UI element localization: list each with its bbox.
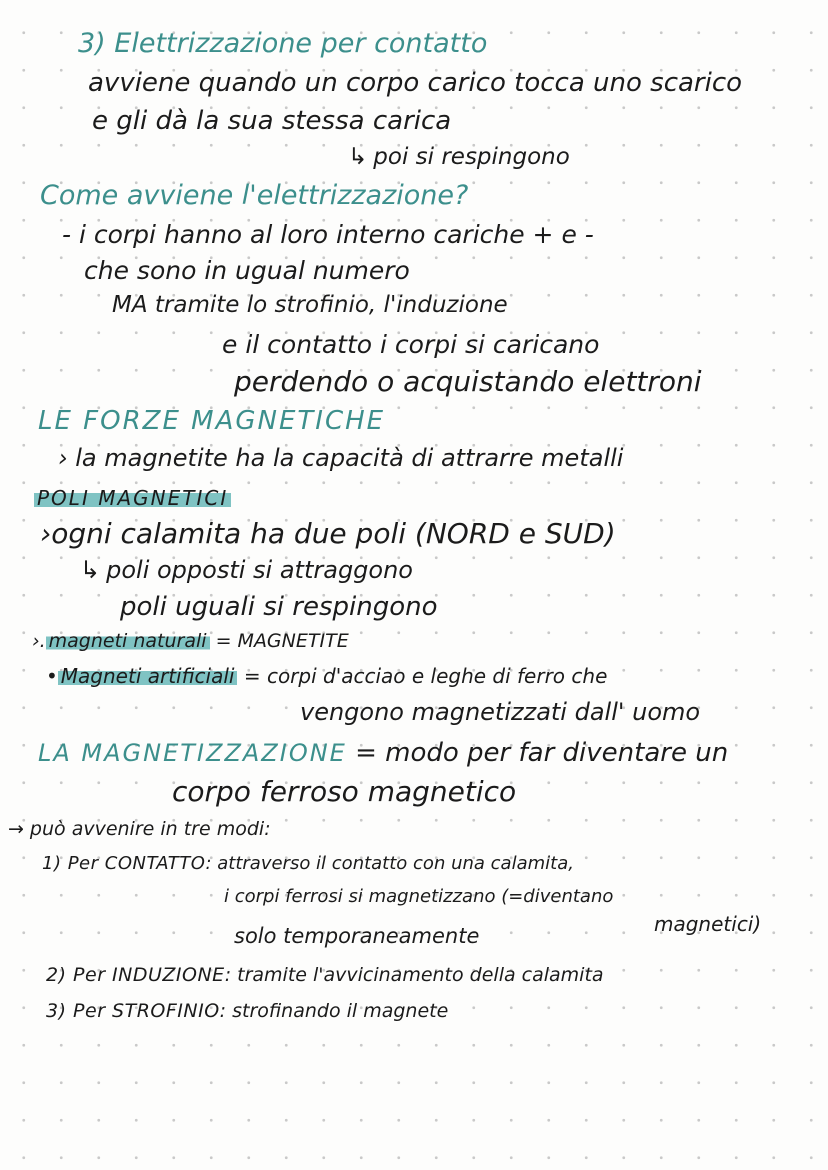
mode-text: : attraverso il contatto con una calamita,	[205, 853, 574, 874]
note-line: MA tramite lo strofinio, l'induzione	[112, 292, 508, 318]
note-line: che sono in ugual numero	[84, 256, 410, 285]
note-line-text: può avvenire in tre modi:	[29, 818, 271, 840]
highlighted-term: Magneti artificiali	[58, 664, 238, 688]
bullet: •	[46, 664, 58, 688]
note-line: poli uguali si respingono	[120, 592, 438, 622]
highlighted-term: magneti naturali	[46, 630, 210, 652]
term-definition: = corpi d'acciao e leghe di ferro che	[237, 664, 608, 688]
note-line: vengono magnetizzati dall' uomo	[300, 698, 701, 726]
note-line: magnetici)	[654, 912, 762, 936]
note-line: solo temporaneamente	[234, 924, 480, 948]
note-line: avviene quando un corpo carico tocca uno scarico	[88, 68, 743, 98]
mode-contact	[42, 855, 574, 873]
mode-label: 1) Per CONTATTO	[42, 853, 206, 874]
mode-text: : strofinando il magnete	[219, 1000, 449, 1022]
section-title-how-electrification: Come avviene l'elettrizzazione?	[40, 180, 469, 211]
section-title-electrification-contact: 3) Elettrizzazione per contatto	[78, 28, 488, 59]
mode-text: : tramite l'avvicinamento della calamita	[224, 964, 604, 986]
artificial-magnets-line	[46, 666, 607, 686]
note-line: › la magnetite ha la capacità di attrarre metalli	[58, 444, 624, 472]
note-line: perdendo o acquistando elettroni	[234, 365, 702, 398]
section-title-magnetization: LA MAGNETIZZAZIONE	[38, 739, 347, 767]
arrow-icon: ↳	[80, 556, 101, 584]
note-line-consequence	[80, 558, 413, 582]
note-line: corpo ferroso magnetico	[172, 775, 517, 808]
note-line: e gli dà la sua stessa carica	[92, 106, 452, 136]
natural-magnets-line	[32, 632, 349, 651]
magnetization-definition	[38, 740, 728, 766]
highlighted-title: POLI MAGNETICI	[34, 486, 231, 510]
note-line: e il contatto i corpi si caricano	[222, 330, 600, 359]
term-definition: = modo per far diventare un	[346, 738, 729, 768]
modes-intro	[8, 820, 271, 839]
bullet: ›.	[32, 630, 46, 652]
section-title-magnetic-forces: LE FORZE MAGNETICHE	[38, 406, 386, 436]
term-definition: = MAGNETITE	[209, 630, 349, 652]
section-title-magnetic-poles	[34, 488, 231, 508]
note-line: ›ogni calamita ha due poli (NORD e SUD)	[40, 517, 616, 550]
mode-label: 2) Per INDUZIONE	[46, 964, 225, 986]
mode-rubbing	[46, 1002, 448, 1021]
note-line-consequence	[348, 146, 570, 169]
note-line-text: poi si respingono	[373, 144, 570, 170]
note-line-text: poli opposti si attraggono	[106, 556, 413, 584]
mode-induction	[46, 966, 604, 985]
arrow-icon: ↳	[348, 144, 368, 170]
note-line: i corpi ferrosi si magnetizzano (=diventano	[224, 886, 614, 907]
mode-label: 3) Per STROFINIO	[46, 1000, 220, 1022]
arrow-right-icon: →	[8, 818, 24, 840]
note-line: - i corpi hanno al loro interno cariche + e -	[62, 220, 594, 249]
